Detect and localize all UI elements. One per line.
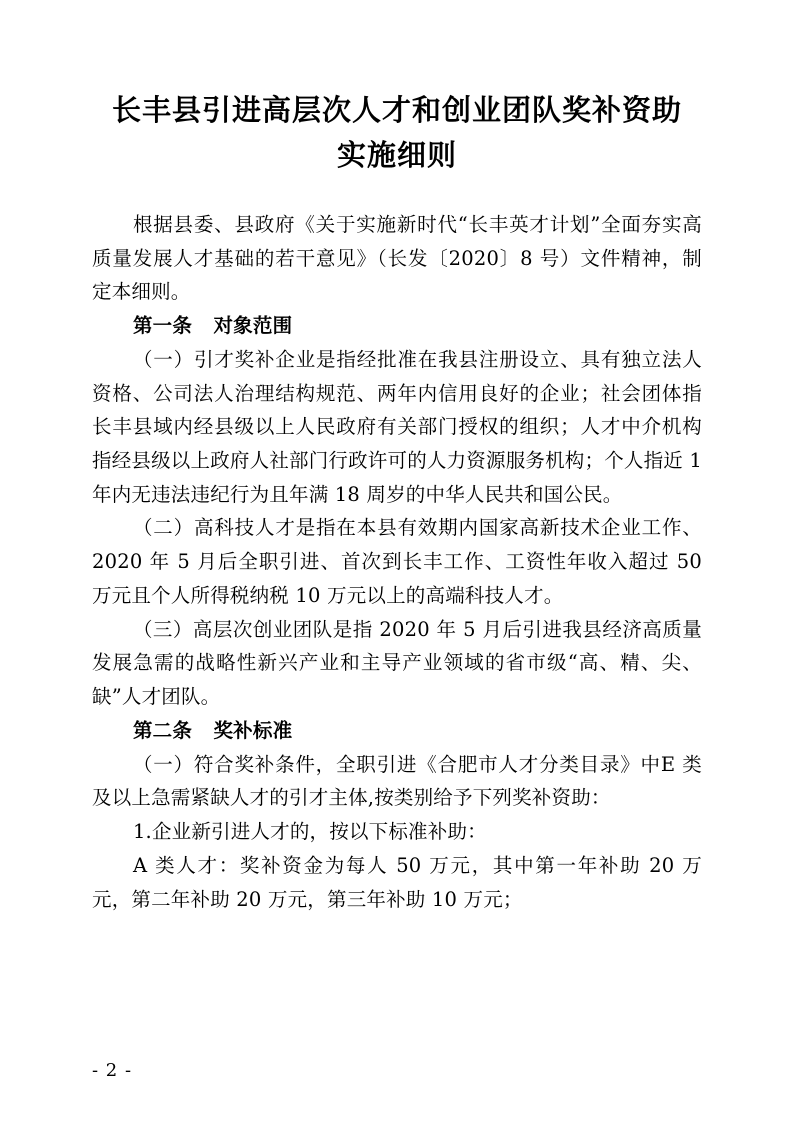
- paragraph-article-1-item-1: （一）引才奖补企业是指经批准在我县注册设立、具有独立法人资格、公司法人治理结构规范、两年内信用良好的企业；社会团体指长丰县域内经县级以上人民政府有关部门授权的组织；人才中介机构指经县级以上政府人社部门行政许可的人力资源服务机构；个人指近 1 年内无违法违纪行为且年满 18 周岁的中华人民共和国公民。: [92, 347, 703, 506]
- paragraph-article-2-item-1: （一）符合奖补条件，全职引进《合肥市人才分类目录》中E 类及以上急需紧缺人才的引才主体,按类别给予下列奖补资助：: [92, 752, 702, 810]
- document-body: [92, 208, 702, 916]
- paragraph-article-1-item-3: （三）高层次创业团队是指 2020 年 5 月后引进我县经济高质量发展急需的战略性新兴产业和主导产业领域的省市级“高、精、尖、缺”人才团队。: [92, 617, 702, 709]
- heading-article-2-label: 第二条: [132, 718, 193, 742]
- paragraph-preamble: 根据县委、县政府《关于实施新时代“长丰英才计划”全面夯实高质量发展人才基础的若干意见》（长发〔2020〕8 号）文件精神，制定本细则。: [92, 212, 702, 304]
- heading-article-1-title: 对象范围: [213, 314, 293, 338]
- page-title: [92, 88, 702, 178]
- paragraph-article-2-item-1-1-a: A 类人才：奖补资金为每人 50 万元，其中第一年补助 20 万元，第二年补助 20 万元，第三年补助 10 万元；: [92, 853, 702, 911]
- heading-article-2-title: 奖补标准: [213, 718, 293, 742]
- paragraph-article-2-item-1-1: 1.企业新引进人才的，按以下标准补助：: [132, 820, 487, 844]
- page-number: - 2 -: [92, 1060, 133, 1081]
- heading-article-1-label: 第一条: [132, 314, 193, 338]
- heading-article-1: [92, 309, 702, 343]
- paragraph-article-1-item-2: （二）高科技人才是指在本县有效期内国家高新技术企业工作、2020 年 5 月后全职引进、首次到长丰工作、工资性年收入超过 50 万元且个人所得税纳税 10 万元以上的高端科技人才。: [92, 516, 702, 607]
- page-title-line-1: 长丰县引进高层次人才和创业团队奖补资助: [111, 93, 682, 127]
- heading-article-2: [92, 714, 702, 748]
- page-title-line-2: 实施细则: [336, 137, 457, 172]
